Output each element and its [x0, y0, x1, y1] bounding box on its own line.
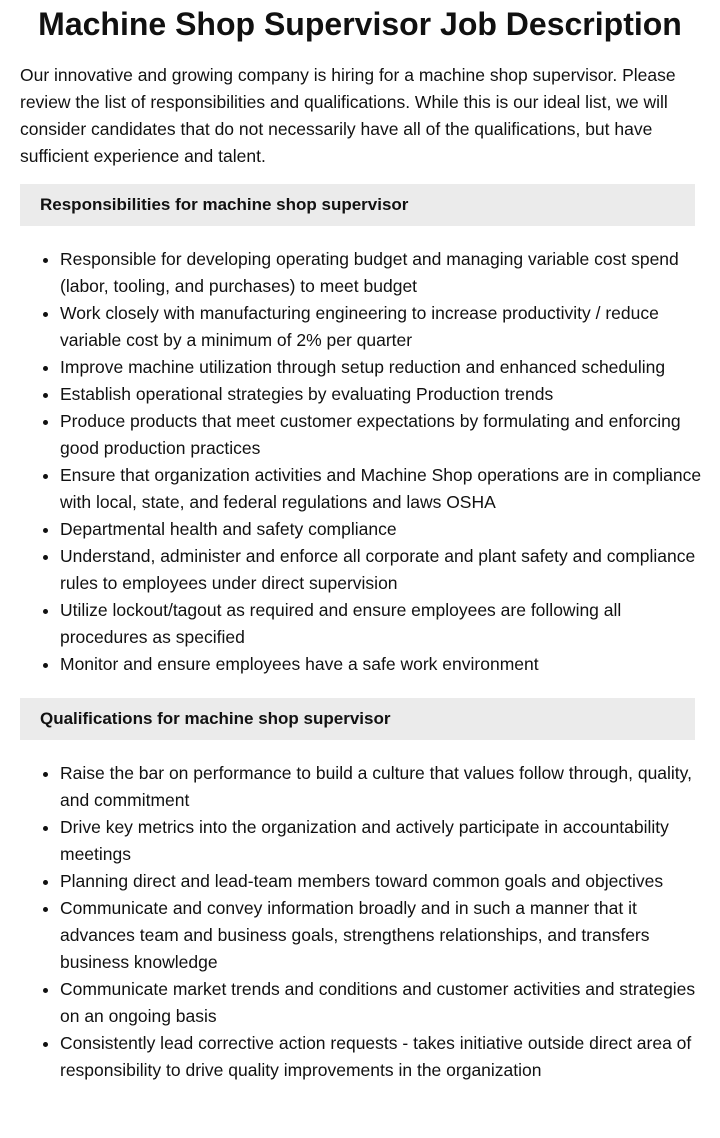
list-item: • Monitor and ensure employees have a safe work environment	[60, 651, 710, 678]
list-item: • Understand, administer and enforce all corporate and plant safety and compliance rules to employees under direct supervision	[60, 543, 710, 597]
list-item: • Utilize lockout/tagout as required and ensure employees are following all procedures as specified	[60, 597, 710, 651]
responsibilities-heading: Responsibilities for machine shop supervisor	[20, 184, 695, 226]
list-item: • Responsible for developing operating budget and managing variable cost spend (labor, tooling, and purchases) to meet budget	[60, 246, 710, 300]
list-item: • Ensure that organization activities and Machine Shop operations are in compliance with local, state, and federal regulations and laws OSHA	[60, 462, 710, 516]
list-item: • Consistently lead corrective action requests - takes initiative outside direct area of responsibility to drive quality improvements in the organization	[60, 1030, 710, 1084]
list-item: • Drive key metrics into the organization and actively participate in accountability meetings	[60, 814, 710, 868]
responsibilities-list	[20, 246, 710, 678]
list-item: • Work closely with manufacturing engineering to increase productivity / reduce variable cost by a minimum of 2% per quarter	[60, 300, 710, 354]
list-item: • Communicate market trends and conditions and customer activities and strategies on an ongoing basis	[60, 976, 710, 1030]
list-item: • Planning direct and lead-team members toward common goals and objectives	[60, 868, 710, 895]
list-item: • Communicate and convey information broadly and in such a manner that it advances team and business goals, strengthens relationships, and transfers business knowledge	[60, 895, 710, 976]
list-item: • Improve machine utilization through setup reduction and enhanced scheduling	[60, 354, 710, 381]
page-title: Machine Shop Supervisor Job Description	[38, 6, 682, 42]
list-item: • Departmental health and safety compliance	[60, 516, 710, 543]
intro-text: Our innovative and growing company is hiring for a machine shop supervisor. Please review the list of responsibilities and qualifications. While this is our ideal list, we will consider candidates that do not necessarily have all of the qualifications, but have sufficient experience and talent.	[20, 65, 676, 166]
list-item: • Raise the bar on performance to build a culture that values follow through, quality, and commitment	[60, 760, 710, 814]
list-item: • Produce products that meet customer expectations by formulating and enforcing good production practices	[60, 408, 710, 462]
qualifications-heading: Qualifications for machine shop supervisor	[20, 698, 695, 740]
qualifications-list	[20, 760, 710, 1084]
list-item: • Establish operational strategies by evaluating Production trends	[60, 381, 710, 408]
